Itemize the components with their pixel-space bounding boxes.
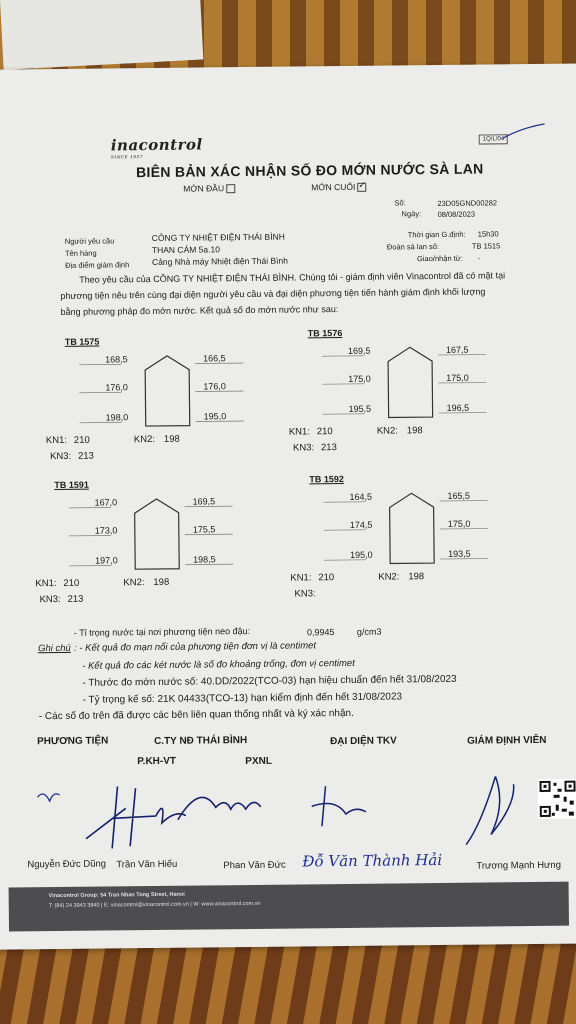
footer-contact: T: (84) 24 3943 3840 | E: vinacontrol@vinacontrol.com.vn | W: www.vinacontrol.com.vn (48, 900, 261, 910)
kn2-value: 198 (406, 425, 423, 437)
fleet-label: Đoàn sà lan số: (386, 241, 440, 252)
handwritten-name: Đỗ Văn Thành Hải (302, 850, 443, 871)
fleet-value: TB 1515 (471, 241, 501, 251)
underlying-page (0, 0, 203, 70)
draft-reading-fr: 165,5 (447, 490, 471, 501)
kn3-label: KN3: (292, 442, 315, 454)
handover-value: - (477, 253, 481, 263)
qr-code-icon (537, 779, 576, 819)
kn3-label: KN3: (39, 593, 61, 606)
draft-reading-al: 198,0 (105, 412, 129, 423)
goods-label: Tên hàng (64, 248, 97, 258)
sig-pxnl-label: PXNL (245, 755, 272, 768)
draft-start-label: MỚN ĐẦU (183, 183, 225, 194)
intro-line-2: phương tiện nêu trên cùng đại diện người yêu cầu và đại diện phương tiện tiến hành giám định khối lượng (60, 286, 486, 301)
kn3-label: KN3: (49, 450, 72, 463)
kn2-label: KN2: (378, 571, 400, 583)
intro-line-1: Theo yêu cầu của CÔNG TY NHIỆT ĐIỆN THÁI BÌNH. Chúng tôi - giám định viên Vinacontrol đã có mặt tại (79, 270, 506, 285)
note-2: - Kết quả đo các két nước là số đo khoảng trống, đơn vị centimet (82, 657, 355, 672)
draft-reading-fr: 166,5 (202, 353, 226, 364)
draft-reading-ar: 193,5 (448, 548, 471, 559)
kn1-value: 210 (73, 434, 90, 446)
draft-reading-mr: 175,5 (192, 524, 216, 535)
kn1-label: KN1: (45, 434, 68, 447)
draft-reading-mr: 176,0 (203, 381, 226, 392)
density-label: - Tỉ trọng nước tại nơi phương tiện neo đậu: (73, 625, 251, 638)
barge-name: TB 1576 (307, 328, 343, 339)
kn3-label: KN3: (294, 588, 316, 600)
handwritten-signatures (25, 763, 576, 869)
kn2-label: KN2: (376, 425, 398, 437)
draft-reading-ar: 195,0 (203, 411, 227, 422)
barge-name: TB 1592 (309, 474, 344, 485)
sig-thaibinh-title: C.TY NĐ THÁI BÌNH (153, 735, 248, 748)
density-value: 0,9945 (306, 627, 335, 638)
draft-end-label: MỚN CUỐI (311, 181, 356, 193)
kn2-label: KN2: (133, 433, 156, 446)
draft-reading-fl: 164,5 (349, 491, 373, 502)
sig-vessel-title: PHƯƠNG TIỆN (36, 735, 109, 748)
kn2-value: 198 (153, 576, 170, 589)
draft-reading-ml: 176,0 (105, 382, 128, 393)
draft-reading-al: 195,0 (350, 549, 373, 560)
kn1-label: KN1: (288, 426, 310, 438)
handover-label: Giao/nhận từ: (416, 253, 463, 264)
draft-reading-al: 197,0 (95, 555, 118, 566)
draft-reading-fr: 169,5 (192, 496, 216, 507)
sig-pkh-label: P.KH-VT (137, 755, 177, 768)
draft-reading-mr: 175,0 (446, 372, 469, 383)
document-page (0, 64, 576, 950)
signer-name-3: Phan Văn Đức (223, 859, 286, 872)
draft-reading-ml: 175,0 (348, 373, 371, 384)
draft-reading-al: 195,5 (348, 403, 372, 414)
signer-name-1: Nguyễn Đức Dũng (27, 858, 107, 871)
place-label: Địa điểm giám định (65, 260, 130, 270)
barge-name: TB 1591 (54, 479, 89, 491)
draft-reading-fl: 168,5 (104, 354, 128, 365)
draft-reading-ml: 174,5 (349, 519, 373, 530)
draft-reading-mr: 175,0 (447, 518, 471, 529)
requester-value: CÔNG TY NHIỆT ĐIỆN THÁI BÌNH (151, 231, 285, 244)
goods-value: THAN CÁM 5a.10 (151, 244, 220, 256)
notes-label: Ghi chú (38, 642, 71, 655)
kn1-value: 210 (318, 572, 335, 584)
kn3-value: 213 (77, 450, 94, 462)
kn1-value: 210 (316, 426, 333, 438)
draft-start-checkbox (226, 184, 235, 193)
draft-reading-ar: 198,5 (193, 554, 216, 565)
kn2-value: 198 (408, 571, 425, 583)
draft-end-checkbox: ✓ (357, 183, 366, 192)
draft-reading-fl: 167,0 (94, 497, 118, 508)
footer-address: Vinacontrol Group: 54 Tran Nhan Tong Street, Hanoi (48, 891, 185, 900)
kn3-value: 213 (67, 593, 84, 605)
note-4: - Tỷ trọng kế số: 21K 04433(TCO-13) hạn kiểm định đến hết 31/08/2023 (82, 691, 403, 706)
footer-band (9, 882, 569, 932)
requester-label: Người yêu cầu (64, 236, 115, 246)
density-unit: g/cm3 (356, 626, 382, 637)
draft-reading-ml: 173,0 (94, 525, 118, 536)
draft-reading-fr: 167,5 (445, 344, 469, 355)
kn1-label: KN1: (35, 578, 57, 590)
doc-date-label: Ngày: (401, 209, 422, 219)
kn2-value: 198 (163, 433, 180, 445)
barge-name: TB 1575 (64, 336, 100, 347)
sig-inspector-title: GIÁM ĐỊNH VIÊN (466, 734, 547, 747)
sig-tkv-title: ĐẠI DIỆN TKV (329, 735, 397, 748)
logo-tagline: SINCE 1957 (110, 154, 144, 160)
draft-start (183, 183, 235, 194)
draft-end (311, 182, 366, 193)
signer-name-4: Trương Mạnh Hưng (476, 859, 562, 872)
time-label: Thời gian G.định: (407, 229, 466, 240)
draft-reading-fl: 169,5 (347, 345, 371, 356)
kn1-value: 210 (63, 577, 80, 589)
doc-date: 08/08/2023 (437, 209, 476, 220)
document-title: BIÊN BẢN XÁC NHẬN SỐ ĐO MỚN NƯỚC SÀ LAN (135, 160, 484, 181)
signer-name-2: Trần Văn Hiếu (116, 858, 178, 871)
kn3-value: 213 (320, 442, 337, 454)
doc-number: 23D05GND00282 (437, 198, 498, 209)
kn2-label: KN2: (123, 577, 145, 589)
note-3: - Thước đo mớn nước số: 40.DD/2022(TCO-03) hạn hiệu chuẩn đến hết 31/08/2023 (82, 673, 457, 689)
kn1-label: KN1: (290, 572, 312, 584)
note-1: : - Kết quả đo mạn nổi của phương tiện đơn vị là centimet (74, 640, 317, 654)
form-code: 1Q/L/04 (479, 134, 508, 144)
place-value: Cảng Nhà máy Nhiệt điện Thái Bình (151, 255, 288, 267)
doc-number-label: Số: (394, 198, 406, 208)
company-logo: inacontrol SINCE 1957 (110, 135, 203, 160)
intro-line-3: bằng phương pháp đo mớn nước. Kết quả số đo mớn nước như sau: (60, 304, 339, 317)
note-5: - Các số đo trên đã được các bên liên quan thống nhất và ký xác nhận. (38, 707, 354, 723)
pen-mark-icon (501, 122, 551, 143)
draft-reading-ar: 196,5 (446, 402, 470, 413)
time-value: 15h30 (477, 229, 499, 239)
